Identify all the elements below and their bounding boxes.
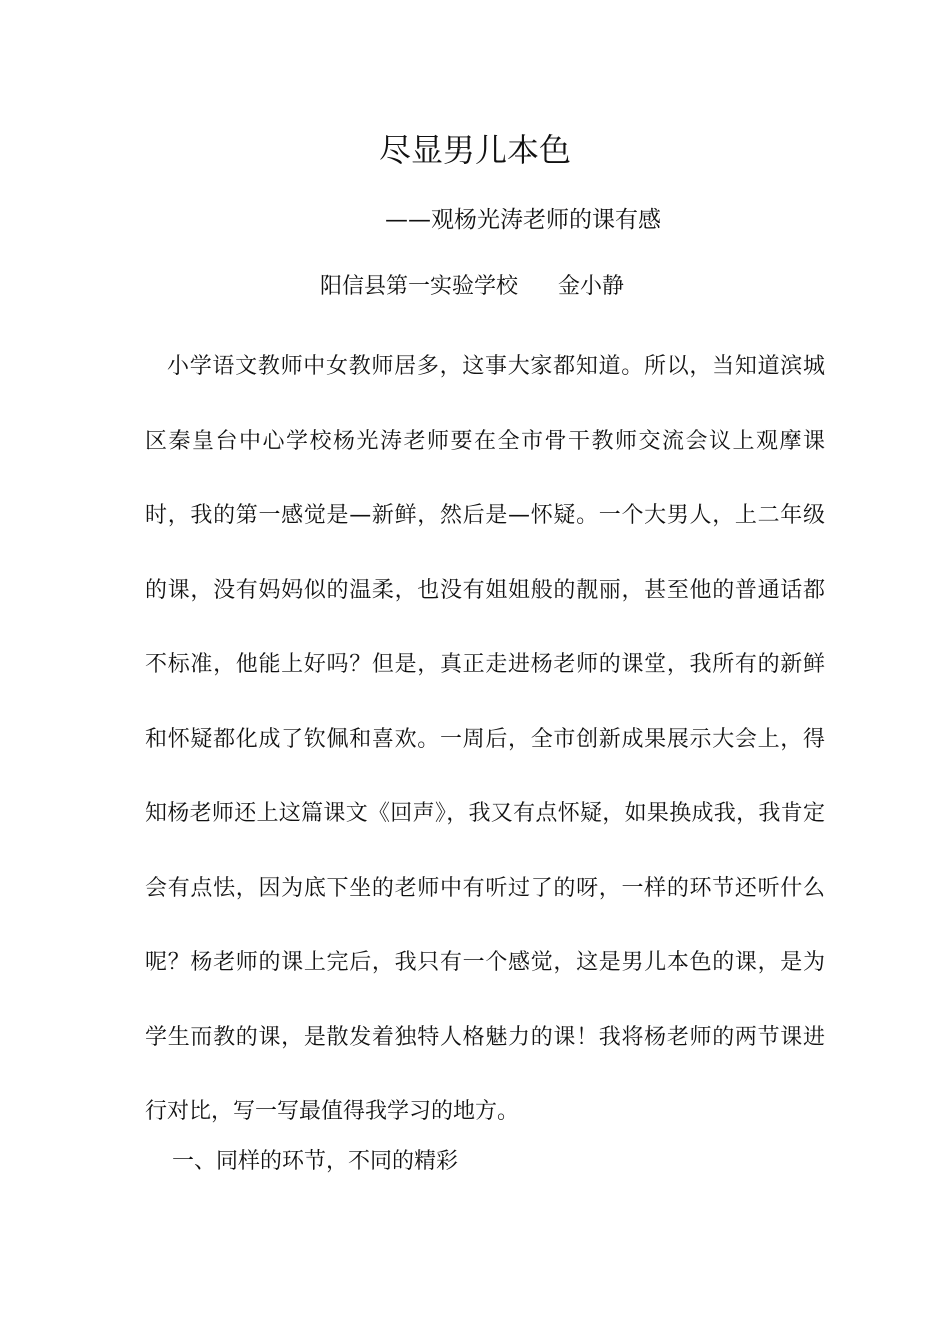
document-subtitle: ——观杨光涛老师的课有感 [385, 207, 661, 233]
section-heading: 一、同样的环节，不同的精彩 [172, 1149, 459, 1174]
author-line [320, 269, 624, 305]
author-school: 阳信县第一实验学校 [320, 274, 519, 299]
body-paragraph: 小学语文教师中女教师居多，这事大家都知道。所以，当知道滨城区秦皇台中心学校杨光涛老师要在全市骨干教师交流会议上观摩课时，我的第一感觉是—新鲜，然后是—怀疑。一个大男人，上二年级的课，没有妈妈似的温柔，也没有姐姐般的靓丽，甚至他的普通话都不标准，他能上好吗？但是，真正走进杨老师的课堂，我所有的新鲜和怀疑都化成了钦佩和喜欢。一周后，全市创新成果展示大会上，得知杨老师还上这篇课文《回声》，我又有点怀疑，如果换成我，我肯定会有点怯，因为底下坐的老师中有听过了的呀，一样的环节还听什么呢？杨老师的课上完后，我只有一个感觉，这是男儿本色的课，是为学生而教的课，是散发着独特人格魅力的课！我将杨老师的两节课进行对比，写一写最值得我学习的地方。 [145, 354, 825, 1124]
document-title: 尽显男儿本色 [378, 131, 571, 169]
author-name: 金小静 [558, 274, 625, 299]
